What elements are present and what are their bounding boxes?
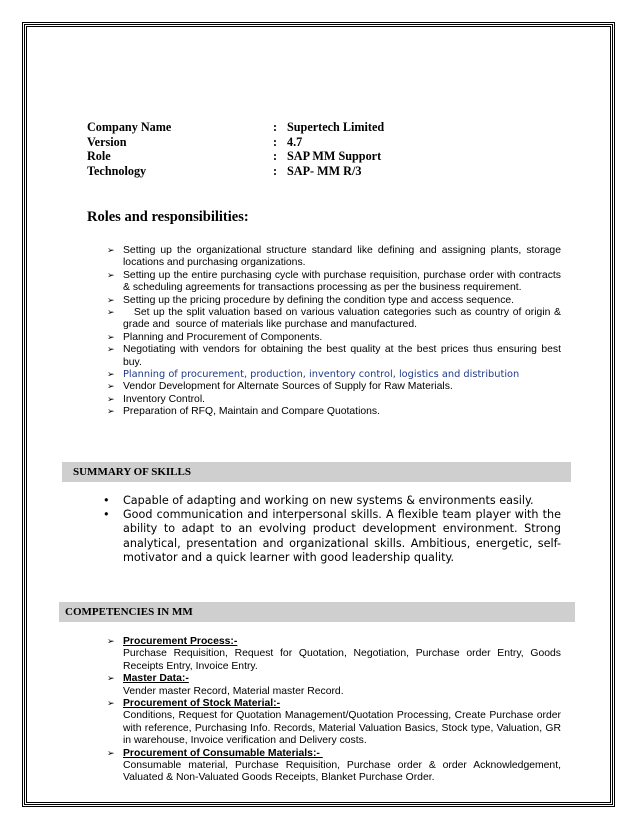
list-item [107, 270, 561, 295]
info-label: Company Name [87, 120, 172, 134]
list-item [107, 245, 561, 270]
competency-title: Procurement of Stock Material:- [123, 698, 281, 710]
competency-title: Procurement Process:- [123, 636, 238, 647]
list-item-text: Set up the split valuation based on various valuation categories such as country of origin & grade and source of materials like purchase and manufactured. [123, 307, 564, 331]
roles-heading: Roles and responsibilities: [87, 209, 249, 225]
info-label: Version [87, 134, 127, 149]
competency-text: Conditions, Request for Quotation Management/Quotation Processing, Create Purchase order with reference, Purchasing Info. Records, Material Valuation Basics, Stock type, Valuation, GR in warehouse, Invoice verification and Delivery costs. [123, 710, 561, 747]
bullet-icon: • [103, 494, 110, 507]
arrow-bullet-icon: ➢ [107, 308, 115, 319]
list-item [107, 698, 561, 748]
info-value: SAP- MM R/3 [287, 163, 362, 178]
section-heading-competencies: COMPETENCIES IN MM [59, 602, 575, 622]
info-row-role [87, 149, 507, 164]
list-item-text: Vendor Development for Alternate Sources of Supply for Raw Materials. [123, 381, 453, 393]
arrow-bullet-icon: ➢ [107, 407, 115, 418]
arrow-bullet-icon: ➢ [107, 382, 115, 393]
list-item-text: Inventory Control. [123, 393, 206, 405]
info-value: Supertech Limited [287, 120, 385, 134]
list-item-text: Planning of procurement, production, inventory control, logistics and distribution [123, 369, 520, 381]
arrow-bullet-icon: ➢ [107, 674, 115, 685]
info-separator: : [273, 163, 278, 178]
info-separator: : [273, 134, 278, 149]
competency-text: Purchase Requisition, Request for Quotation, Negotiation, Purchase order Entry, Goods Receipts Entry, Invoice Entry. [123, 648, 561, 672]
list-item [107, 344, 561, 369]
list-item [107, 307, 564, 332]
info-row-technology [87, 164, 507, 179]
list-item [107, 394, 561, 406]
list-item-text: Preparation of RFQ, Maintain and Compare Quotations. [123, 406, 381, 418]
list-item-text: Negotiating with vendors for obtaining the best quality at the best prices thus ensuring best buy. [123, 344, 561, 368]
competency-text: Consumable material, Purchase Requisition, Purchase order & order Acknowledgement, Valuated & Non-Valuated Goods Receipts, Blanket Purchase Order. [123, 760, 561, 784]
bullet-icon: • [103, 508, 110, 522]
list-item [103, 494, 561, 508]
skills-list [103, 494, 561, 565]
info-separator: : [273, 120, 278, 134]
arrow-bullet-icon: ➢ [107, 332, 115, 343]
arrow-bullet-icon: ➢ [107, 295, 115, 306]
list-item [107, 369, 561, 381]
arrow-bullet-icon: ➢ [107, 394, 115, 405]
list-item-text: Setting up the entire purchasing cycle with purchase requisition, purchase order with contracts & scheduling agreements for transactions processing as per the business requirement. [123, 269, 561, 294]
list-item [107, 295, 561, 307]
arrow-bullet-icon: ➢ [107, 270, 115, 281]
competency-title: Master Data:- [123, 673, 189, 685]
list-item-text: Planning and Procurement of Components. [123, 331, 323, 343]
list-item [107, 332, 561, 344]
competency-title: Procurement of Consumable Materials:- [123, 747, 323, 759]
info-separator: : [273, 149, 278, 163]
competency-text: Vender master Record, Material master Record. [123, 685, 344, 697]
info-label: Technology [87, 163, 147, 178]
list-item [107, 381, 561, 393]
list-item-text: Setting up the pricing procedure by defining the condition type and access sequence. [123, 294, 515, 306]
info-value: 4.7 [287, 134, 303, 149]
list-item [103, 508, 561, 565]
arrow-bullet-icon: ➢ [107, 345, 115, 356]
info-label: Role [87, 149, 111, 163]
list-item-text: Good communication and interpersonal skills. A flexible team player with the ability to adapt to an evolving product development environment. Strong analytical, presentation and organizational skills. Ambitious, energetic, self-motivator and a quick learner with good leadership quality. [123, 508, 561, 564]
arrow-bullet-icon: ➢ [107, 246, 115, 256]
list-item [107, 406, 561, 418]
list-item [107, 673, 561, 698]
project-info [87, 120, 507, 178]
arrow-bullet-icon: ➢ [107, 637, 115, 647]
section-heading-skills: SUMMARY OF SKILLS [62, 462, 571, 482]
list-item [107, 748, 561, 785]
info-value: SAP MM Support [287, 149, 382, 163]
list-item [107, 636, 561, 673]
list-item-text: Capable of adapting and working on new systems & environments easily. [123, 494, 534, 507]
arrow-bullet-icon: ➢ [107, 370, 115, 381]
roles-list [107, 245, 564, 419]
info-row-version [87, 135, 507, 150]
info-row-company [87, 120, 507, 135]
arrow-bullet-icon: ➢ [107, 748, 115, 759]
arrow-bullet-icon: ➢ [107, 699, 115, 710]
competencies-list [107, 636, 561, 785]
list-item-text: Setting up the organizational structure standard like defining and assigning plants, storage locations and purchasing organizations. [123, 245, 561, 269]
